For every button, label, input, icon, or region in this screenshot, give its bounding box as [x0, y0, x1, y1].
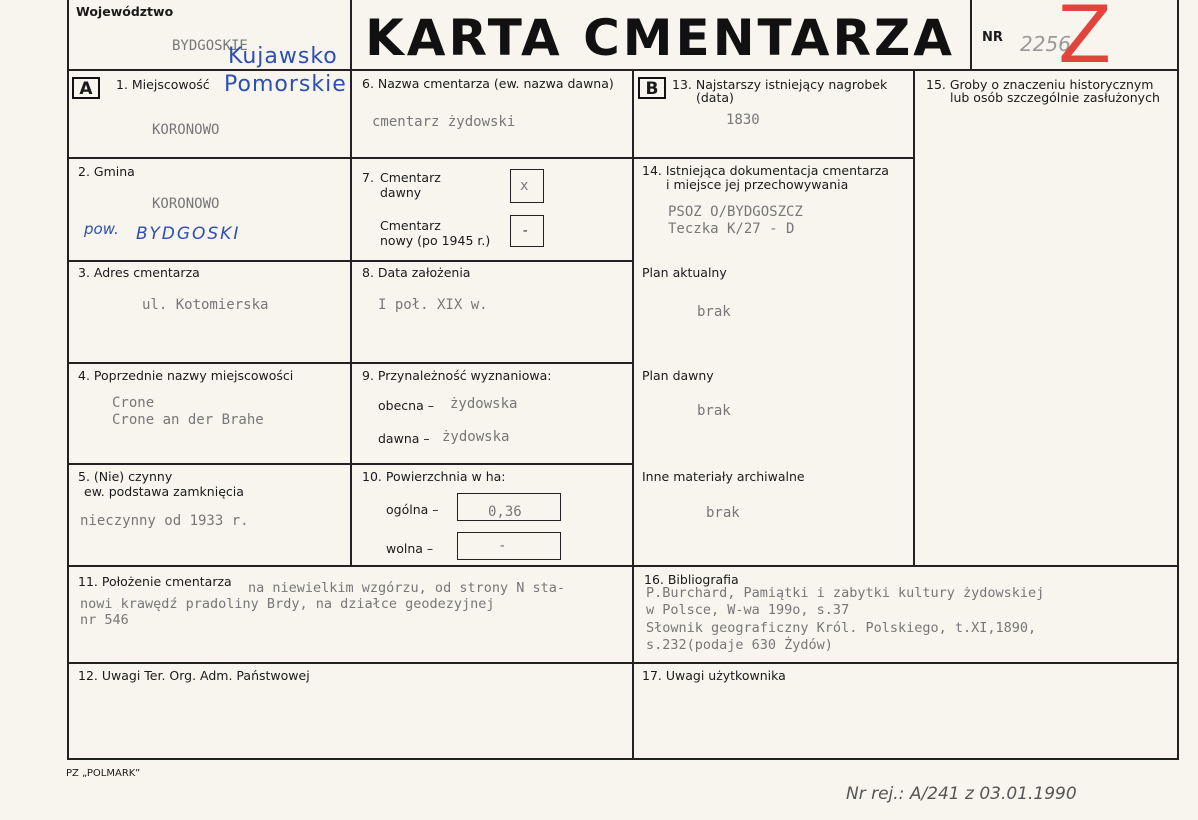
- f2-hand-pow: pow.: [84, 220, 119, 238]
- row-line-3: [67, 362, 634, 364]
- nr-label: NR: [982, 30, 1003, 45]
- f8-value: I poł. XIX w.: [378, 297, 488, 313]
- plan-aktualny-label: Plan aktualny: [642, 265, 727, 280]
- f16-value-line2: w Polsce, W-wa 199o, s.37: [646, 602, 850, 618]
- f10-label: 10. Powierzchnia w ha:: [362, 469, 506, 484]
- f5-label-line1: 5. (Nie) czynny: [78, 469, 173, 484]
- category-mark: Z: [1058, 0, 1112, 81]
- f10-wolna-field[interactable]: [457, 532, 561, 560]
- row-line-6: [67, 662, 1179, 664]
- f9-dawna-label: dawna –: [378, 431, 430, 446]
- header-bottom-line: [67, 69, 1179, 71]
- plan-aktualny-value: brak: [697, 304, 731, 320]
- header-divider-1: [350, 0, 352, 70]
- f14-value-line1: PSOZ O/BYDGOSZCZ: [668, 204, 803, 220]
- f11-value-line1: na niewielkim wzgórzu, od strony N sta-: [248, 580, 565, 596]
- f7-label: 7.: [362, 170, 374, 185]
- f9-dawna-value: żydowska: [442, 429, 510, 445]
- f11-label: 11. Położenie cmentarza: [78, 574, 232, 589]
- header-divider-2: [970, 0, 972, 70]
- row-line-5: [67, 565, 1179, 567]
- f6-label: 6. Nazwa cmentarza (ew. nazwa dawna): [362, 76, 614, 91]
- f9-obecna-label: obecna –: [378, 398, 434, 413]
- f13-label-line2: (data): [696, 90, 734, 105]
- f6-value: cmentarz żydowski: [372, 114, 516, 130]
- f7-dawny-checkbox[interactable]: [510, 169, 544, 203]
- f4-label: 4. Poprzednie nazwy miejscowości: [78, 368, 294, 383]
- row-line-2: [67, 260, 634, 262]
- f13-value: 1830: [726, 112, 760, 128]
- f10-ogolna-label: ogólna –: [386, 502, 439, 517]
- f2-hand-value: BYDGOSKI: [136, 224, 241, 244]
- f17-label: 17. Uwagi użytkownika: [642, 668, 786, 683]
- registry-number: Nr rej.: A/241 z 03.01.1990: [846, 784, 1077, 804]
- f2-value: KORONOWO: [152, 196, 220, 212]
- f5-label-line2: ew. podstawa zamknięcia: [84, 484, 244, 499]
- f10-ogolna-field[interactable]: [457, 493, 561, 521]
- section-a-marker: A: [72, 77, 100, 99]
- f14-label-line1: 14. Istniejąca dokumentacja cmentarza: [642, 163, 889, 178]
- f15-label-line1: 15. Groby o znaczeniu historycznym: [926, 77, 1154, 92]
- col-line-1: [350, 70, 352, 566]
- f1-value: KORONOWO: [152, 122, 220, 138]
- wojewodztwo-stamp-line2: Pomorskie: [224, 72, 347, 97]
- f7-nowy-checkbox[interactable]: [510, 215, 544, 247]
- wojewodztwo-stamp-line1: Kujawsko: [228, 44, 338, 69]
- f11-value-line3: nr 546: [80, 612, 129, 628]
- row-line-7: [67, 758, 1179, 760]
- f5-value: nieczynny od 1933 r.: [80, 513, 249, 529]
- inne-label: Inne materiały archiwalne: [642, 469, 805, 484]
- f10-wolna-value: -: [498, 538, 507, 554]
- row-line-4: [67, 463, 634, 465]
- f14-value-line2: Teczka K/27 - D: [668, 221, 795, 237]
- f2-label: 2. Gmina: [78, 164, 135, 179]
- plan-dawny-value: brak: [697, 403, 731, 419]
- f3-label: 3. Adres cmentarza: [78, 265, 200, 280]
- f16-value-line3: Słownik geograficzny Król. Polskiego, t.XI,1890,: [646, 620, 1037, 636]
- f7-nowy-line2: nowy (po 1945 r.): [380, 233, 491, 248]
- row-line-1: [67, 157, 915, 159]
- section-b-marker: B: [638, 77, 666, 99]
- f4-value-line1: Crone: [112, 395, 155, 411]
- f14-label-line2: i miejsce jej przechowywania: [666, 177, 849, 192]
- col-line-3: [913, 70, 915, 566]
- frame-left-line: [67, 0, 69, 760]
- f7-dawny-line1: Cmentarz: [380, 170, 441, 185]
- f7-nowy-line1: Cmentarz: [380, 218, 441, 233]
- plan-dawny-label: Plan dawny: [642, 368, 714, 383]
- wojewodztwo-label: Województwo: [76, 4, 174, 19]
- printer-imprint: PZ „POLMARK”: [66, 768, 141, 779]
- f7-nowy-mark: -: [521, 223, 530, 239]
- f3-value: ul. Kotomierska: [142, 297, 269, 313]
- f10-ogolna-value: 0,36: [488, 504, 522, 520]
- col-line-2: [632, 70, 634, 760]
- inne-value: brak: [706, 505, 740, 521]
- f10-wolna-label: wolna –: [386, 541, 434, 556]
- frame-right-line: [1177, 0, 1179, 760]
- f16-value-line1: P.Burchard, Pamiątki i zabytki kultury żydowskiej: [646, 585, 1045, 601]
- f7-dawny-line2: dawny: [380, 185, 422, 200]
- f4-value-line2: Crone an der Brahe: [112, 412, 264, 428]
- f16-label: 16. Bibliografia: [644, 572, 739, 587]
- wojewodztwo-value: BYDGOSKIE: [172, 38, 248, 54]
- nr-value: 2256: [1020, 32, 1071, 56]
- f16-value-line4: s.232(podaje 630 Żydów): [646, 637, 833, 653]
- f8-label: 8. Data założenia: [362, 265, 471, 280]
- f1-label: 1. Miejscowość: [116, 77, 210, 92]
- f12-label: 12. Uwagi Ter. Org. Adm. Państwowej: [78, 668, 310, 683]
- f13-label-line1: 13. Najstarszy istniejący nagrobek: [672, 77, 888, 92]
- f7-dawny-mark: x: [520, 178, 529, 194]
- f15-label-line2: lub osób szczególnie zasłużonych: [950, 90, 1160, 105]
- card-title: KARTA CMENTARZA: [365, 9, 955, 67]
- f11-value-line2: nowi krawędź pradoliny Brdy, na działce geodezyjnej: [80, 596, 495, 612]
- f9-obecna-value: żydowska: [450, 396, 518, 412]
- f9-label: 9. Przynależność wyznaniowa:: [362, 368, 552, 383]
